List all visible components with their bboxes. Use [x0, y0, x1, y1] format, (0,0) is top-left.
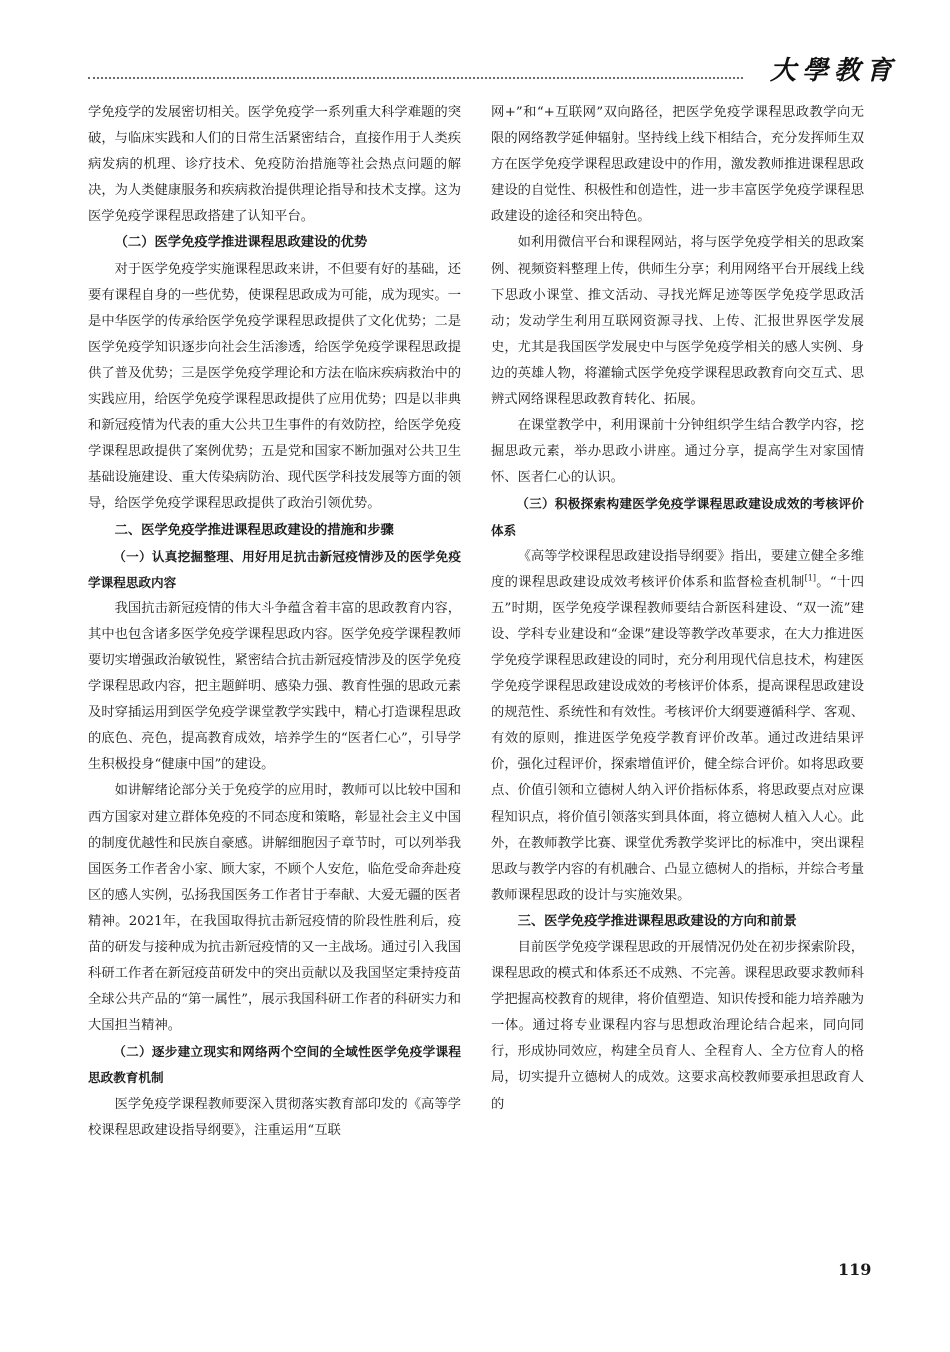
subsection-heading: （三）积极探索构建医学免疫学课程思政建设成效的考核评价体系 — [491, 496, 864, 538]
subsection-heading: （二）医学免疫学推进课程思政建设的优势 — [114, 235, 368, 251]
section-heading: 三、医学免疫学推进课程思政建设的方向和前景 — [517, 913, 797, 929]
paragraph: 如讲解绪论部分关于免疫学的应用时，教师可以比较中国和西方国家对建立群体免疫的不同态度和策略，彰显社会主义中国的制度优越性和民族自豪感。讲解细胞因子章节时，可以列举我国医务工作者舍小家、顾大家，不顾个人安危，临危受命奔赴疫区的感人实例，弘扬我国医务工作者甘于奉献、大爱无疆的医者精神。2021年，在我国取得抗击新冠疫情的阶段性胜利后，疫苗的研发与接种成为抗击新冠疫情的又一主战场。通过引入我国科研工作者在新冠疫苗研发中的突出贡献以及我国坚定秉持疫苗全球公共产品的“第一属性”，展示我国科研工作者的科研实力和大国担当精神。 — [88, 783, 461, 1034]
paragraph: 学免疫学的发展密切相关。医学免疫学一系列重大科学难题的突破，与临床实践和人们的日常生活紧密结合，直接作用于人类疾病发病的机理、诊疗技术、免疫防治措施等社会热点问题的解决，为人类健康服务和疾病救治提供理论指导和技术支撑。这为医学免疫学课程思政搭建了认知平台。 — [88, 105, 461, 225]
citation-reference: [1] — [804, 573, 816, 583]
header-dotted-rule — [88, 77, 743, 79]
paragraph-text: 。“十四五”时期，医学免疫学课程教师要结合新医科建设、“双一流”建设、学科专业建设和“金课”建设等教学改革要求，在大力推进医学免疫学课程思政建设的同时，充分利用现代信息技术，构建医学免疫学课程思政建设成效的考核评价体系，提高课程思政建设的规范性、系统性和有效性。考核评价大纲要遵循科学、客观、有效的原则，推进医学免疫学教育评价改革。通过改进结果评价，强化过程评价，探索增值评价，健全综合评价。如将思政要点、价值引领和立德树人纳入评价指标体系，将思政要点对应课程知识点，将价值引领落实到具体面，将立德树人植入人心。此外，在教师教学比赛、课堂优秀教学奖评比的标准中，突出课程思政与教学内容的有机融合、凸显立德树人的指标，并综合考量教师课程思政的设计与实施效果。 — [491, 574, 864, 903]
left-column — [88, 100, 461, 1144]
journal-title: 大學教育 — [770, 56, 899, 86]
paragraph: 对于医学免疫学实施课程思政来讲，不但要有好的基础，还要有课程自身的一些优势，使课程思政成为可能，成为现实。一是中华医学的传承给医学免疫学课程思政提供了文化优势；二是医学免疫学知识逐步向社会生活渗透，给医学免疫学课程思政提供了普及优势；三是医学免疫学理论和方法在临床疾病救治中的实践应用，给医学免疫学课程思政提供了应用优势；四是以非典和新冠疫情为代表的重大公共卫生事件的有效防控，给医学免疫学课程思政提供了案例优势；五是党和国家不断加强对公共卫生基础设施建设、重大传染病防治、现代医学科技发展等方面的领导，给医学免疫学课程思政提供了政治引领优势。 — [88, 261, 461, 512]
paragraph-text: 《高等学校课程思政建设指导纲要》指出，要建立健全多维度的课程思政建设成效考核评价体系和监督检查机制 — [491, 548, 864, 590]
section-heading: 二、医学免疫学推进课程思政建设的措施和步骤 — [114, 522, 394, 538]
paragraph: 在课堂教学中，利用课前十分钟组织学生结合教学内容，挖掘思政元素，举办思政小讲座。通过分享，提高学生对家国情怀、医者仁心的认识。 — [491, 418, 864, 486]
page-number: 119 — [838, 1260, 872, 1279]
subsection-heading: （一）认真挖掘整理、用好用足抗击新冠疫情涉及的医学免疫学课程思政内容 — [88, 548, 461, 590]
paragraph: 医学免疫学课程教师要深入贯彻落实教育部印发的《高等学校课程思政建设指导纲要》，注重运用“互联 — [88, 1096, 461, 1138]
paragraph: 我国抗击新冠疫情的伟大斗争蕴含着丰富的思政教育内容，其中也包含诸多医学免疫学课程思政内容。医学免疫学课程教师要切实增强政治敏锐性，紧密结合抗击新冠疫情涉及的医学免疫学课程思政内容，把主题鲜明、感染力强、教育性强的思政元素及时穿插运用到医学免疫学课堂教学实践中，精心打造课程思政的底色、亮色，提高教育成效，培养学生的“医者仁心”，引导学生积极投身“健康中国”的建设。 — [88, 600, 461, 773]
paragraph — [491, 544, 864, 909]
paragraph: 网+”和“+互联网”双向路径，把医学免疫学课程思政教学向无限的网络教学延伸辐射。坚持线上线下相结合，充分发挥师生双方在医学免疫学课程思政建设中的作用，激发教师推进课程思政建设的自觉性、积极性和创造性，进一步丰富医学免疫学课程思政建设的途径和突出特色。 — [491, 105, 864, 225]
paragraph: 目前医学免疫学课程思政的开展情况仍处在初步探索阶段，课程思政的模式和体系还不成熟、不完善。课程思政要求教师科学把握高校教育的规律，将价值塑造、知识传授和能力培养融为一体。通过将专业课程内容与思想政治理论结合起来，同向同行，形成协同效应，构建全员育人、全程育人、全方位育人的格局，切实提升立德树人的成效。这要求高校教师要承担思政育人的 — [491, 940, 864, 1112]
subsection-heading: （二）逐步建立现实和网络两个空间的全域性医学免疫学课程思政教育机制 — [88, 1044, 461, 1086]
right-column — [491, 100, 864, 1118]
paragraph: 如利用微信平台和课程网站，将与医学免疫学相关的思政案例、视频资料整理上传，供师生分享；利用网络平台开展线上线下思政小课堂、推文活动、寻找光辉足迹等医学免疫学思政活动；发动学生利用互联网资源寻找、上传、汇报世界医学发展史，尤其是我国医学发展史中与医学免疫学相关的感人实例、身边的英雄人物，将灌输式医学免疫学课程思政教育向交互式、思辨式网络课程思政教育转化、拓展。 — [491, 235, 864, 408]
